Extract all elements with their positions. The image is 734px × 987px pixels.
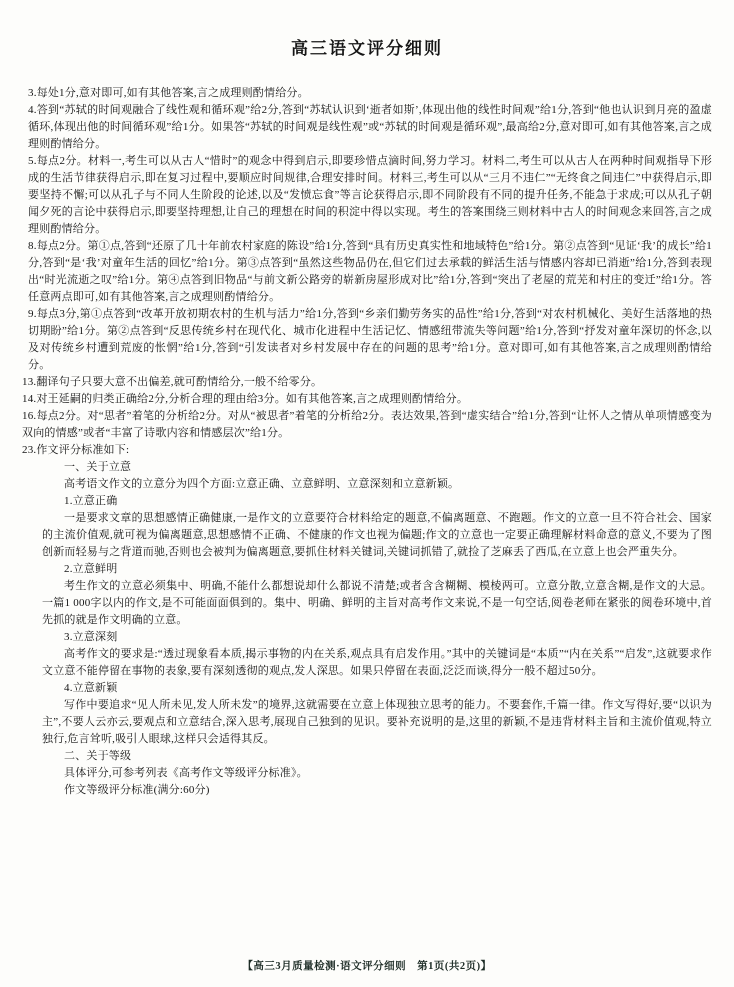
section-heading: 3.立意深刻 xyxy=(64,631,118,643)
rubric-item: 3.每处1分,意对即可,如有其他答案,言之成理则酌情给分。 xyxy=(28,87,309,99)
rubric-item: 13.翻译句子只要大意不出偏差,就可酌情给分,一般不给零分。 xyxy=(22,376,323,388)
section-heading: 4.立意新颖 xyxy=(64,682,118,694)
section-paragraph: 高考作文的要求是:“透过现象看本质,揭示事物的内在关系,观点具有启发作用。”其中的关键词是“本质”“内在关系”“启发”,这就要求作文立意不能停留在事物的表象,要有深刻透彻的观点,发人深思。如果只停留在表面,泛泛而谈,得分一般不超过50分。 xyxy=(42,648,712,677)
section-paragraph: 具体评分,可参考列表《高考作文等级评分标准》。 xyxy=(64,767,308,779)
rubric-item: 14.对王延嗣的归类正确给2分,分析合理的理由给3分。如有其他答案,言之成理则酌情给分。 xyxy=(22,393,469,405)
section-heading: 2.立意鲜明 xyxy=(64,563,118,575)
section-paragraph: 考生作文的立意必须集中、明确,不能什么都想说却什么都说不清楚;或者含含糊糊、模棱两可。立意分散,立意含糊,是作文的大忌。一篇1 000字以内的作文,是不可能面面俱到的。集中、明确、鲜明的主旨对高考作文来说,不是一句空话,阅卷老师在紧张的阅卷环境中,首先抓的就是作文明确的立意。 xyxy=(42,580,712,626)
rubric-item: 4.答到“苏轼的时间观融合了线性观和循环观”给2分,答到“苏轼认识到‘逝者如斯’,体现出他的线性时间观”给1分,答到“他也认识到月亮的盈虚循环,体现出他的时间循环观”给1分。如果答“苏轼的时间观是线性观”或“苏轼的时间观是循环观”,最高给2分,意对即可,如有其他答案,言之成理则酌情给分。 xyxy=(28,104,712,150)
rubric-item: 23.作文评分标准如下: xyxy=(22,444,130,456)
section-paragraph: 高考语文作文的立意分为四个方面:立意正确、立意鲜明、立意深刻和立意新颖。 xyxy=(64,478,460,490)
page-title: 高三语文评分细则 xyxy=(291,39,443,58)
rubric-item: 9.每点3分,第①点答到“改革开放初期农村的生机与活力”给1分,答到“乡亲们勤劳务实的品性”给1分,答到“对农村机械化、美好生活落地的热切期盼”给1分。第②点答到“反思传统乡村在现代化、城市化进程中生活记忆、情感纽带流失等问题”给1分,答到“抒发对童年深切的怀念,以及对传统乡村遭到荒废的怅惘”给1分,答到“引发读者对乡村发展中存在的问题的思考”给1分。意对即可,如有其他答案,言之成理则酌情给分。 xyxy=(28,308,712,371)
document-body xyxy=(22,85,712,799)
section-heading: 二、关于等级 xyxy=(64,750,132,762)
section-paragraph: 作文等级评分标准(满分:60分) xyxy=(64,784,210,796)
page-footer: 【高三3月质量检测·语文评分细则 第1页(共2页)】 xyxy=(242,961,492,972)
rubric-item: 8.每点2分。第①点,答到“还原了几十年前农村家庭的陈设”给1分,答到“具有历史真实性和地域特色”给1分。第②点答到“见证‘我’的成长”给1分,答到“是‘我’对童年生活的回忆”给1分。第③点答到“虽然这些物品仍在,但它们过去承载的鲜活生活与情感内容却已消逝”给1分,答到表现出“时光流逝之叹”给1分。第④点答到旧物品“与前文新公路旁的崭新房屋形成对比”给1分,答到“突出了老屋的荒芜和村庄的变迁”给1分。答任意两点即可,如有其他答案,言之成理则酌情给分。 xyxy=(28,240,712,303)
section-paragraph: 一是要求文章的思想感情正确健康,一是作文的立意要符合材料给定的题意,不偏离题意、不跑题。作文的立意一旦不符合社会、国家的主流价值观,就可视为偏离题意,思想感情不正确、不健康的作文也视为偏题;作文的立意也一定要正确理解材料命意的意义,不要为了图创新而轻易与之背道而驰,否则也会被判为偏离题意,要抓住材料关键词,关键词抓错了,就捡了芝麻丢了西瓜,在立意上也会严重失分。 xyxy=(42,512,712,558)
section-heading: 1.立意正确 xyxy=(64,495,118,507)
section-heading: 一、关于立意 xyxy=(64,461,132,473)
rubric-item: 5.每点2分。材料一,考生可以从古人“惜时”的观念中得到启示,即要珍惜点滴时间,努力学习。材料二,考生可以从古人在两种时间观指导下形成的生活节律获得启示,即在复习过程中,要顺应时间规律,合理安排时间。材料三,考生可以从“三月不违仁”“无终食之间违仁”中获得启示,即要坚持不懈;可以从孔子与不同人生阶段的论述,以及“发愤忘食”等言论获得启示,即不同阶段有不同的提升任务,不能急于求成;可以从孔子朝闻夕死的言论中获得启示,即要坚持理想,让自己的理想在时间的积淀中得以实现。考生的答案围绕三则材料中古人的时间观念来回答,言之成理则酌情给分。 xyxy=(28,155,712,235)
section-paragraph: 写作中要追求“见人所未见,发人所未发”的境界,这就需要在立意上体现独立思考的能力。不要套作,千篇一律。作文写得好,要“以识为主”,不要人云亦云,要观点和立意结合,深入思考,展现自己独到的见识。要补充说明的是,这里的新颖,不是违背材料主旨和主流价值观,特立独行,危言耸听,吸引人眼球,这样只会适得其反。 xyxy=(42,699,712,745)
rubric-item: 16.每点2分。对“思者”着笔的分析给2分。对从“被思者”着笔的分析给2分。表达效果,答到“虚实结合”给1分,答到“让怀人之情从单项情感变为双向的情感”或者“丰富了诗歌内容和情感层次”给1分。 xyxy=(22,410,712,439)
